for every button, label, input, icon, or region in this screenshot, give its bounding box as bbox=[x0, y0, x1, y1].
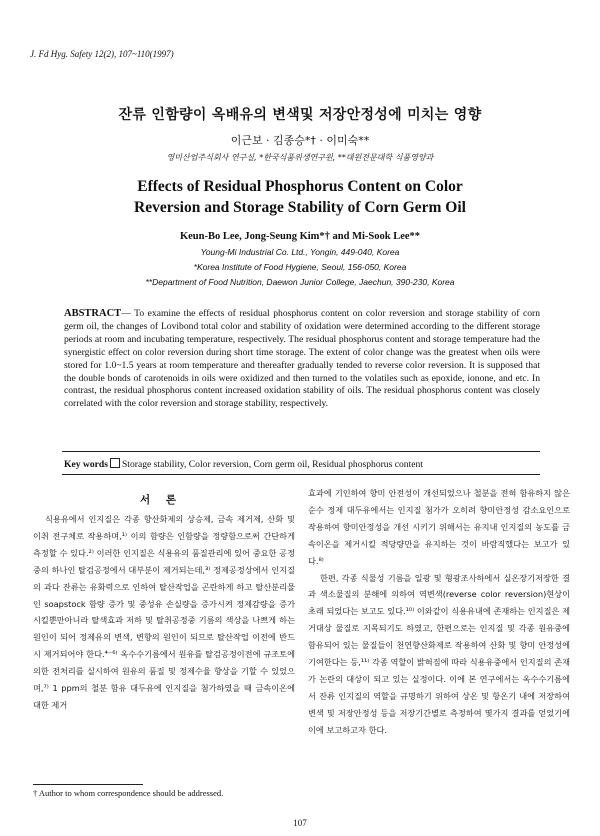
journal-citation: J. Fd Hyg. Safety 12(2), 107~110(1997) bbox=[30, 49, 174, 59]
abstract-text: — To examine the effects of residual phosphorus content on color reversion and storage stability of corn germ oil, the changes of Lovibond total color and stability of oxidation were determined according to the different storage periods at room and incubating temperature, respectively. The residual phosphorus content and storage temperature had the synergistic effect on color reversion during short time storage. The extent of color change was the greatest when oils were stored for 1.0~1.5 years at room temperature and thereafter gradually tended to reverse color reversion. It is supposed that the double bonds of carotenoids in oils were oxidized and then turned to the volatiles such as epoxide, ionone, and etc. In contrast, the residual phosphorus content increased oxidation stability of oils. The residual phosphorus content was closely correlated with the color reversion and storage stability, respectively. bbox=[64, 308, 540, 410]
korean-affiliation: 영미산업주식회사 연구실, *한국식품위생연구원, **대원전문대학 식품영양과 bbox=[166, 153, 434, 162]
footnote-rule bbox=[33, 784, 143, 785]
affiliation-line-2: *Korea Institute of Food Hygiene, Seoul, 156-050, Korea bbox=[193, 262, 407, 272]
english-title bbox=[0, 176, 600, 218]
korean-title: 잔류 인함량이 옥배유의 변색및 저장안정성에 미치는 영향 bbox=[118, 107, 482, 123]
keywords-text: Storage stability, Color reversion, Corn germ oil, Residual phosphorus content bbox=[121, 459, 423, 470]
affiliation-line-3: **Department of Food Nutrition, Daewon Junior College, Jaechun, 390-230, Korea bbox=[145, 277, 455, 287]
affiliation-line-1: Young-Mi Industrial Co. Ltd., Yongin, 449-040, Korea bbox=[200, 247, 400, 257]
keywords bbox=[64, 458, 544, 470]
left-paragraph: 식용유에서 인지질은 각종 향산화제의 상승제, 금속 제거제, 산화 및 이취 전구체로 작용하며,¹⁾ 이의 함량은 인함량을 정량함으로써 간단하게 측정할 수 있다.²⁾ 이러한 인지질은 식용유의 품질관리에 있어 중요한 공정중의 하나인 탈검공정에서 대부분이 제거되는데,³⁾ 정제공정상에서 인지질의 과다 잔류는 유화력으로 인하여 탈산작업을 곤란하게 하고 탈산분리물인 soapstock 함량 증가 및 중성유 손실량을 증가시켜 정제감량을 증가시킬뿐만아니라 탈색효과 저하 및 탈취공정중 기름의 색상을 나쁘게 하는 원인이 되어 정제유의 변색, 변향의 원인이 되므로 탈산작업 이전에 반드시 제거되어야 한다.⁴⁻⁶⁾ 옥수수기름에서 원유를 탈검공정이전에 규조토에 의한 전처리를 실시하여 원유의 품질 및 정제수율 향상을 기할 수 있었으며,⁷⁾ 1 ppm의 철분 함유 대두유에 인지질을 첨가하였을 때 금속이온에 대한 제거 bbox=[33, 514, 295, 710]
section-heading-introduction: 서 론 bbox=[140, 494, 182, 506]
keywords-box-icon bbox=[110, 458, 120, 468]
abstract-label: ABSTRACT bbox=[64, 308, 122, 319]
english-title-line-2: Reversion and Storage Stability of Corn Germ Oil bbox=[134, 199, 466, 216]
abstract bbox=[64, 308, 540, 411]
keywords-label: Key words bbox=[64, 459, 108, 470]
right-column bbox=[308, 485, 570, 739]
korean-authors: 이근보 · 김종승*† · 이미숙** bbox=[230, 134, 370, 147]
keywords-top-rule bbox=[62, 451, 540, 452]
left-column bbox=[33, 511, 295, 714]
keywords-bottom-rule bbox=[62, 474, 540, 475]
english-title-line-1: Effects of Residual Phosphorus Content on Color bbox=[137, 178, 463, 195]
footnote: † Author to whom correspondence should be addressed. bbox=[33, 788, 224, 798]
right-paragraph-2: 한편, 각종 식물성 기름을 일광 및 형광조사하에서 실온장기저장한 결과 색소물질의 분해에 의하여 역변색(reverse color reversion)현상이 초래 되었다는 보고도 있다.¹⁰⁾ 이와같이 식용유내에 존재하는 인지질은 제거대상 물질로 지목되기도 하였고, 한편으로는 인지질 및 각종 원유중에 함유되어 있는 물질들이 천연향산화제로 작용하여 산화 및 향미 안정성에 기여한다는 등,¹¹⁾ 각종 역할이 밝혀짐에 따라 식용유중에서 인지질의 존재가 논란의 대상이 되고 있는 실정이다. 이에 본 연구에서는 옥수수기름에서 잔류 인지질의 역할을 규명하기 위하여 상온 및 항온기 내에 저장하여 변색 및 저장안정성 등을 저장기간별로 측정하여 몇가지 결과를 얻었기에 이에 보고하고자 한다. bbox=[308, 572, 570, 735]
right-paragraph-1: 효과에 기인하여 향미 안전성이 개선되었으나 철분을 전혀 함유하지 않은 순수 정제 대두유에서는 인지질 첨가가 오히려 향미안정성 감소요인으로 작용하여 향미안정성을 개선 시키기 위해서는 유지내 인지질의 농도를 금속이온을 제거시킬 적당량만을 유지하는 것이 바람직했다는 보고가 있다.⁸⁾ bbox=[308, 488, 570, 566]
english-authors: Keun-Bo Lee, Jong-Seung Kim*† and Mi-Sook Lee** bbox=[179, 231, 421, 242]
page-number: 107 bbox=[293, 818, 307, 828]
